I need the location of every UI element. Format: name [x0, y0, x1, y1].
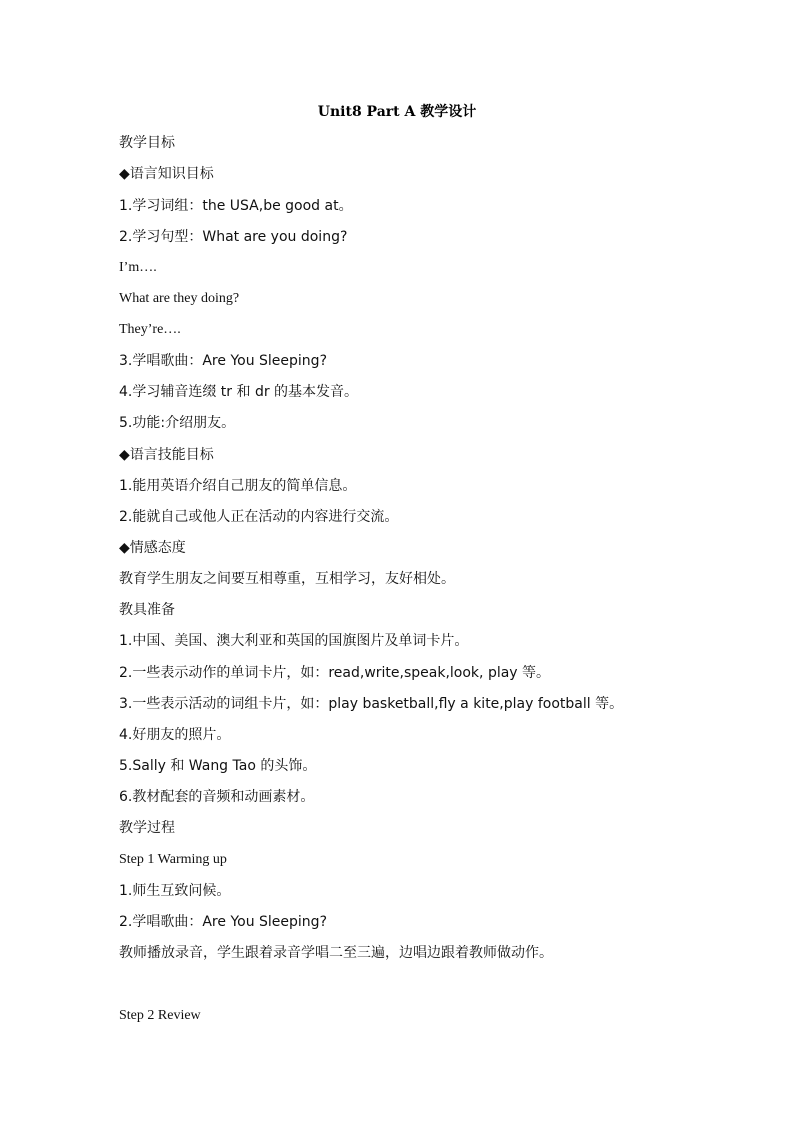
heading-teaching-process: 教学过程	[119, 820, 175, 836]
heading-teaching-aids: 教具准备	[119, 602, 175, 618]
step-heading: Step 2 Review	[119, 1008, 201, 1023]
text-line: I’m….	[119, 260, 157, 275]
text-line: 5.功能:介绍朋友。	[119, 415, 236, 431]
text-line: 2.一些表示动作的单词卡片，如：read,write,speak,look, play 等。	[119, 665, 551, 681]
text-line: 4.好朋友的照片。	[119, 727, 231, 743]
step-heading: Step 1 Warming up	[119, 852, 227, 867]
heading-teaching-goals: 教学目标	[119, 135, 175, 151]
text-line: 3.学唱歌曲：Are You Sleeping?	[119, 353, 327, 369]
text-line: 1.学习词组：the USA,be good at。	[119, 198, 353, 214]
text-line: 2.学习句型：What are you doing?	[119, 229, 348, 245]
text-line: 1.能用英语介绍自己朋友的简单信息。	[119, 478, 357, 494]
document-title: Unit8 Part A 教学设计	[317, 104, 477, 120]
subheading-language-skills: ◆语言技能目标	[119, 447, 214, 463]
subheading-language-knowledge: ◆语言知识目标	[119, 166, 214, 182]
text-line: 教师播放录音，学生跟着录音学唱二至三遍，边唱边跟着教师做动作。	[119, 945, 553, 961]
text-line: They’re….	[119, 322, 181, 337]
text-line: What are they doing?	[119, 291, 240, 306]
text-line: 6.教材配套的音频和动画素材。	[119, 789, 315, 805]
text-line: 2.能就自己或他人正在活动的内容进行交流。	[119, 509, 399, 525]
text-line: 1.师生互致问候。	[119, 883, 231, 899]
text-line: 4.学习辅音连缀 tr 和 dr 的基本发音。	[119, 384, 359, 400]
text-line: 2.学唱歌曲：Are You Sleeping?	[119, 914, 327, 930]
text-line: 教育学生朋友之间要互相尊重，互相学习，友好相处。	[119, 571, 455, 587]
text-line: 5.Sally 和 Wang Tao 的头饰。	[119, 758, 317, 774]
subheading-attitude: ◆情感态度	[119, 540, 186, 556]
text-line: 1.中国、美国、澳大利亚和英国的国旗图片及单词卡片。	[119, 633, 469, 649]
text-line: 3.一些表示活动的词组卡片，如：play basketball,fly a kite,play football 等。	[119, 696, 624, 712]
